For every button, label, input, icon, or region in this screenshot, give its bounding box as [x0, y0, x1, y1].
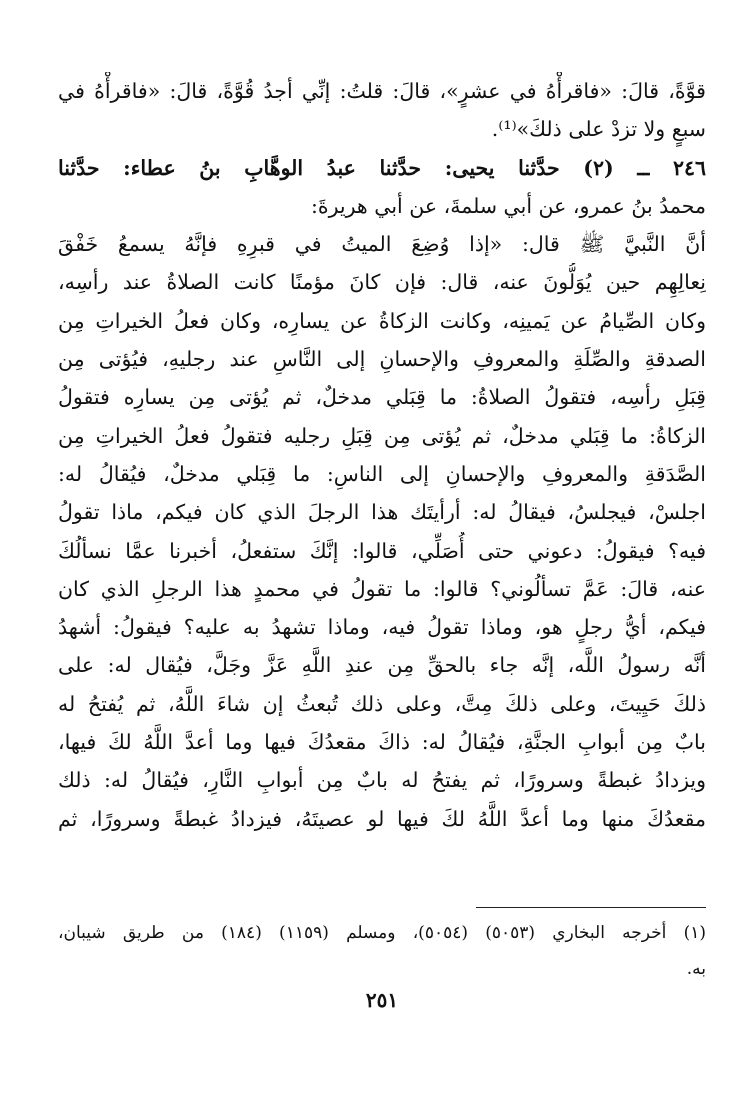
text-line: الصَّدَقةِ والمعروفِ والإحسانِ إلى الناسِ: ما قِبَلي مدخلٌ، فيُقالُ له: [58, 461, 706, 486]
text-line: قِبَلِ رأسِه، فتقولُ الصلاةُ: ما قِبَلي مدخلٌ، ثم يُؤتى مِن يسارِه فتقولُ [58, 385, 706, 410]
text-line: فيكم، أيُّ رجلٍ هو، وماذا تقولُ فيه، وماذا تشهدُ به عليه؟ فيقولُ: أشهدُ [58, 615, 706, 640]
main-text [58, 72, 706, 838]
text-line: الصدقةِ والصِّلَةِ والمعروفِ والإحسانِ إلى النَّاسِ عند رجليهِ، فيُؤتى مِن [58, 347, 706, 372]
text-line: وكان الصِّيامُ عن يَمينِه، وكانت الزكاةُ عن يسارِه، وكان فعلُ الخيراتِ مِن [58, 308, 706, 333]
text-line: عنه، قالَ: عَمَّ تسألُوني؟ قالوا: ما تقولُ في محمدٍ هذا الرجلِ الذي كان [58, 576, 706, 601]
text-line: بابٌ مِن أبوابِ الجنَّةِ، فيُقالُ له: ذاكَ مقعدُكَ فيها وما أعدَّ اللَّهُ لكَ فيها، [58, 730, 706, 755]
footnotes [58, 915, 706, 987]
text-line: مقعدُكَ منها وما أعدَّ اللَّهُ لكَ فيها لو عصيتَهُ، فيزدادُ غبطةً وسرورًا، ثم [58, 806, 706, 831]
text-line: الزكاةُ: ما قِبَلي مدخلٌ، ثم يُؤتى مِن قِبَلِ رجليه فتقولُ فعلُ الخيراتِ مِن [58, 423, 706, 448]
text-line: فيه؟ فيقولُ: دعوني حتى أُصَلِّي، قالوا: إنَّكَ ستفعلُ، أخبرنا عمَّا نسألُكَ [58, 538, 706, 563]
page-number: ٢٥١ [365, 988, 399, 1012]
text-line: ذلكَ حَيِيتَ، وعلى ذلكَ مِتَّ، وعلى ذلك تُبعثُ إن شاءَ اللَّهُ، ثم يُفتحُ له [58, 691, 706, 716]
text-line: نِعالِهِم حين يُوَلُّونَ عنه، قال: فإن كانَ مؤمنًا كانت الصلاةُ عند رأسِه، [58, 270, 706, 295]
text-line: قوَّةً، قالَ: «فاقرأْهُ في عشرٍ»، قالَ: قلتُ: إنِّي أجدُ قُوَّةً، قالَ: «فاقرأْهُ في [58, 79, 706, 103]
hadith-heading-line: ٢٤٦ ــ (٢) حدَّثنا يحيى: حدَّثنا عبدُ الوهَّابِ بنُ عطاء: حدَّثنا [58, 155, 706, 180]
footnote-line: (١) أخرجه البخاري (٥٠٥٣) (٥٠٥٤)، ومسلم (١١٥٩) (١٨٤) من طريق شيبان، [58, 923, 706, 943]
footnote-line: به. [686, 959, 706, 979]
text-line: سبعٍ ولا تزدْ على ذلكَ»⁽¹⁾. [491, 117, 706, 142]
text-line: ويزدادُ غبطةً وسرورًا، ثم يفتحُ له بابٌ مِن أبوابِ النَّارِ، فيُقالُ له: ذلك [58, 768, 706, 793]
footnote-divider [476, 907, 706, 908]
text-line: اجلسْ، فيجلسُ، فيقالُ له: أرأيتَك هذا الرجلَ الذي كان فيكم، ماذا تقولُ [58, 500, 706, 525]
text-line: أنَّه رسولُ اللَّه، إنَّه جاء بالحقِّ مِن عندِ اللَّهِ عَزَّ وجَلَّ، فيُقال له: على [58, 653, 706, 678]
text-line: محمدُ بنُ عمرو، عن أبي سلمةَ، عن أبي هريرةَ: [310, 193, 706, 218]
text-line: أنَّ النَّبيَّ ﷺ قال: «إذا وُضِعَ الميتُ في قبرِهِ فإنَّهُ يسمعُ خَفْقَ [58, 232, 706, 257]
book-page [58, 72, 706, 1072]
